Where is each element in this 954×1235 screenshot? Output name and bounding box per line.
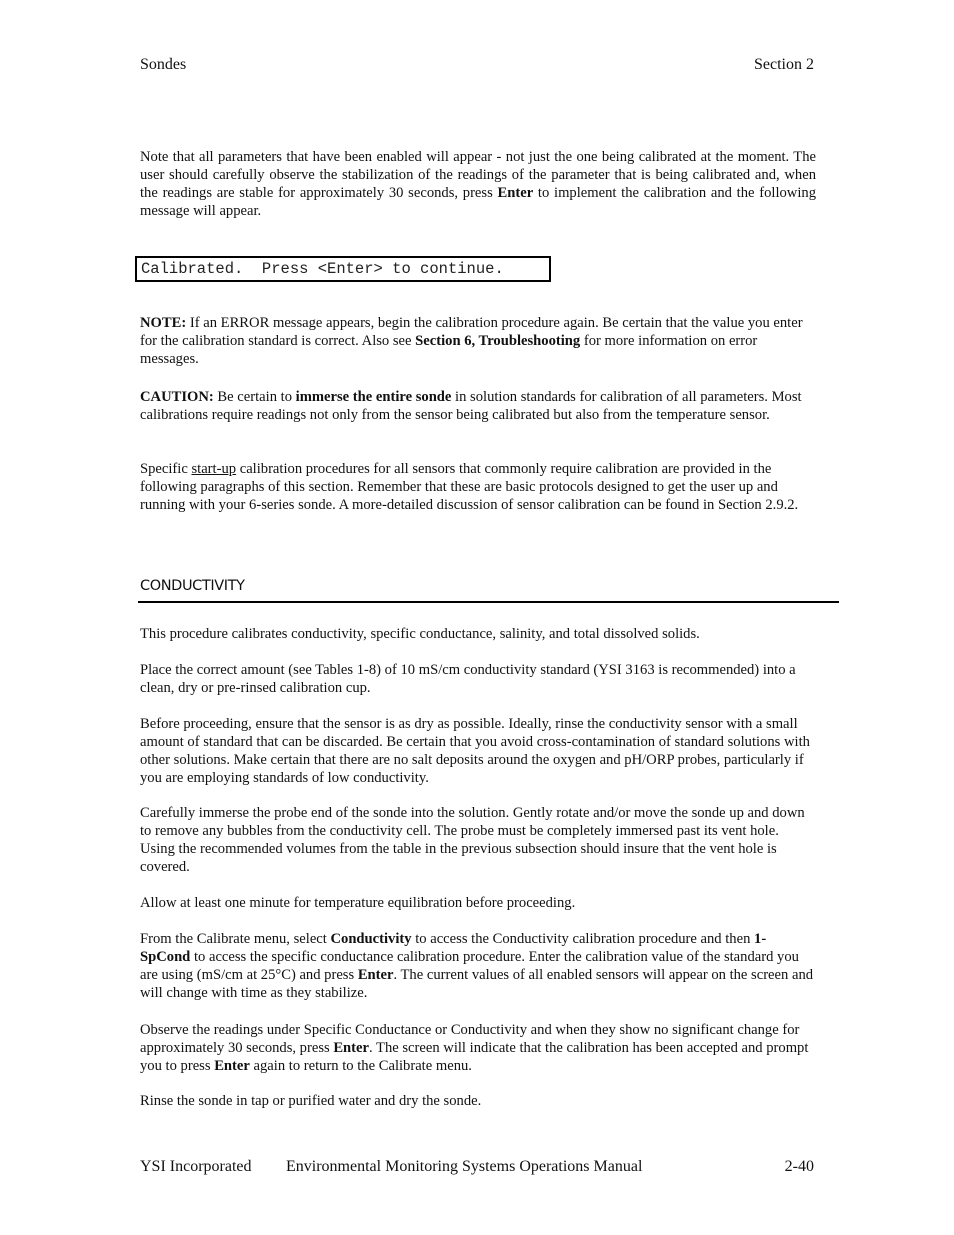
cond-paragraph-5: Allow at least one minute for temperature equilibration before proceeding. bbox=[140, 895, 576, 911]
caution-paragraph: CAUTION: Be certain to immerse the entire sonde in solution standards for calibration of all parameters. Most calibrations require readings not only from the sensor being calibrated but also from the temperature sensor. bbox=[140, 389, 802, 423]
intro-paragraph: Note that all parameters that have been enabled will appear - not just the one being calibrated at the moment. The user should carefully observe the stabilization of the readings of the parameter that is being calibrated and, when the readings are stable for approximately 30 seconds, press Enter to implement the calibration and the following message will appear. bbox=[140, 149, 816, 219]
specific-paragraph: Specific start-up calibration procedures for all sensors that commonly require calibration are provided in the following paragraphs of this section. Remember that these are basic protocols designed to get the user up and running with your 6-series sonde. A more-detailed discussion of sensor calibration can be found in Section 2.9.2. bbox=[140, 461, 799, 513]
cond-paragraph-1: This procedure calibrates conductivity, specific conductance, salinity, and total dissolved solids. bbox=[140, 626, 700, 642]
header-title: Sondes bbox=[140, 56, 187, 73]
cond-paragraph-2: Place the correct amount (see Tables 1-8) of 10 mS/cm conductivity standard (YSI 3163 is recommended) into a clean, dry or pre-rinsed calibration cup. bbox=[140, 662, 796, 696]
section-divider bbox=[138, 601, 839, 603]
footer-company: YSI Incorporated bbox=[140, 1158, 252, 1175]
cond-paragraph-8: Rinse the sonde in tap or purified water and dry the sonde. bbox=[140, 1093, 482, 1109]
note-paragraph: NOTE: If an ERROR message appears, begin the calibration procedure again. Be certain that the value you enter for the calibration standard is correct. Also see Section 6, Troubleshooting for more information on error messages. bbox=[140, 315, 803, 367]
cond-paragraph-7: Observe the readings under Specific Conductance or Conductivity and when they show no significant change for approximately 30 seconds, press Enter. The screen will indicate that the calibration has been accepted and prompt you to press Enter again to return to the Calibrate menu. bbox=[140, 1022, 809, 1074]
footer-page-number: 2-40 bbox=[784, 1158, 814, 1175]
header-section: Section 2 bbox=[754, 56, 814, 73]
cond-paragraph-6: From the Calibrate menu, select Conductivity to access the Conductivity calibration procedure and then 1-SpCond to access the specific conductance calibration procedure. Enter the calibration value of the standard you are using (mS/cm at 25°C) and press Enter. The current values of all enabled sensors will appear on the screen and will change with time as they stabilize. bbox=[140, 931, 814, 1001]
section-heading: CONDUCTIVITY bbox=[140, 578, 245, 594]
cond-paragraph-4: Carefully immerse the probe end of the sonde into the solution. Gently rotate and/or move the sonde up and down to remove any bubbles from the conductivity cell. The probe must be completely immersed past its vent hole. Using the recommended volumes from the table in the previous subsection should insure that the vent hole is covered. bbox=[140, 805, 805, 875]
cond-paragraph-3: Before proceeding, ensure that the sensor is as dry as possible. Ideally, rinse the conductivity sensor with a small amount of standard that can be discarded. Be certain that you avoid cross-contamination of standard solutions with other solutions. Make certain that there are no salt deposits around the oxygen and pH/ORP probes, particularly if you are employing standards of low conductivity. bbox=[140, 716, 810, 786]
screen-message-box: Calibrated. Press <Enter> to continue. bbox=[135, 256, 551, 282]
footer-manual-title: Environmental Monitoring Systems Operations Manual bbox=[286, 1158, 643, 1175]
